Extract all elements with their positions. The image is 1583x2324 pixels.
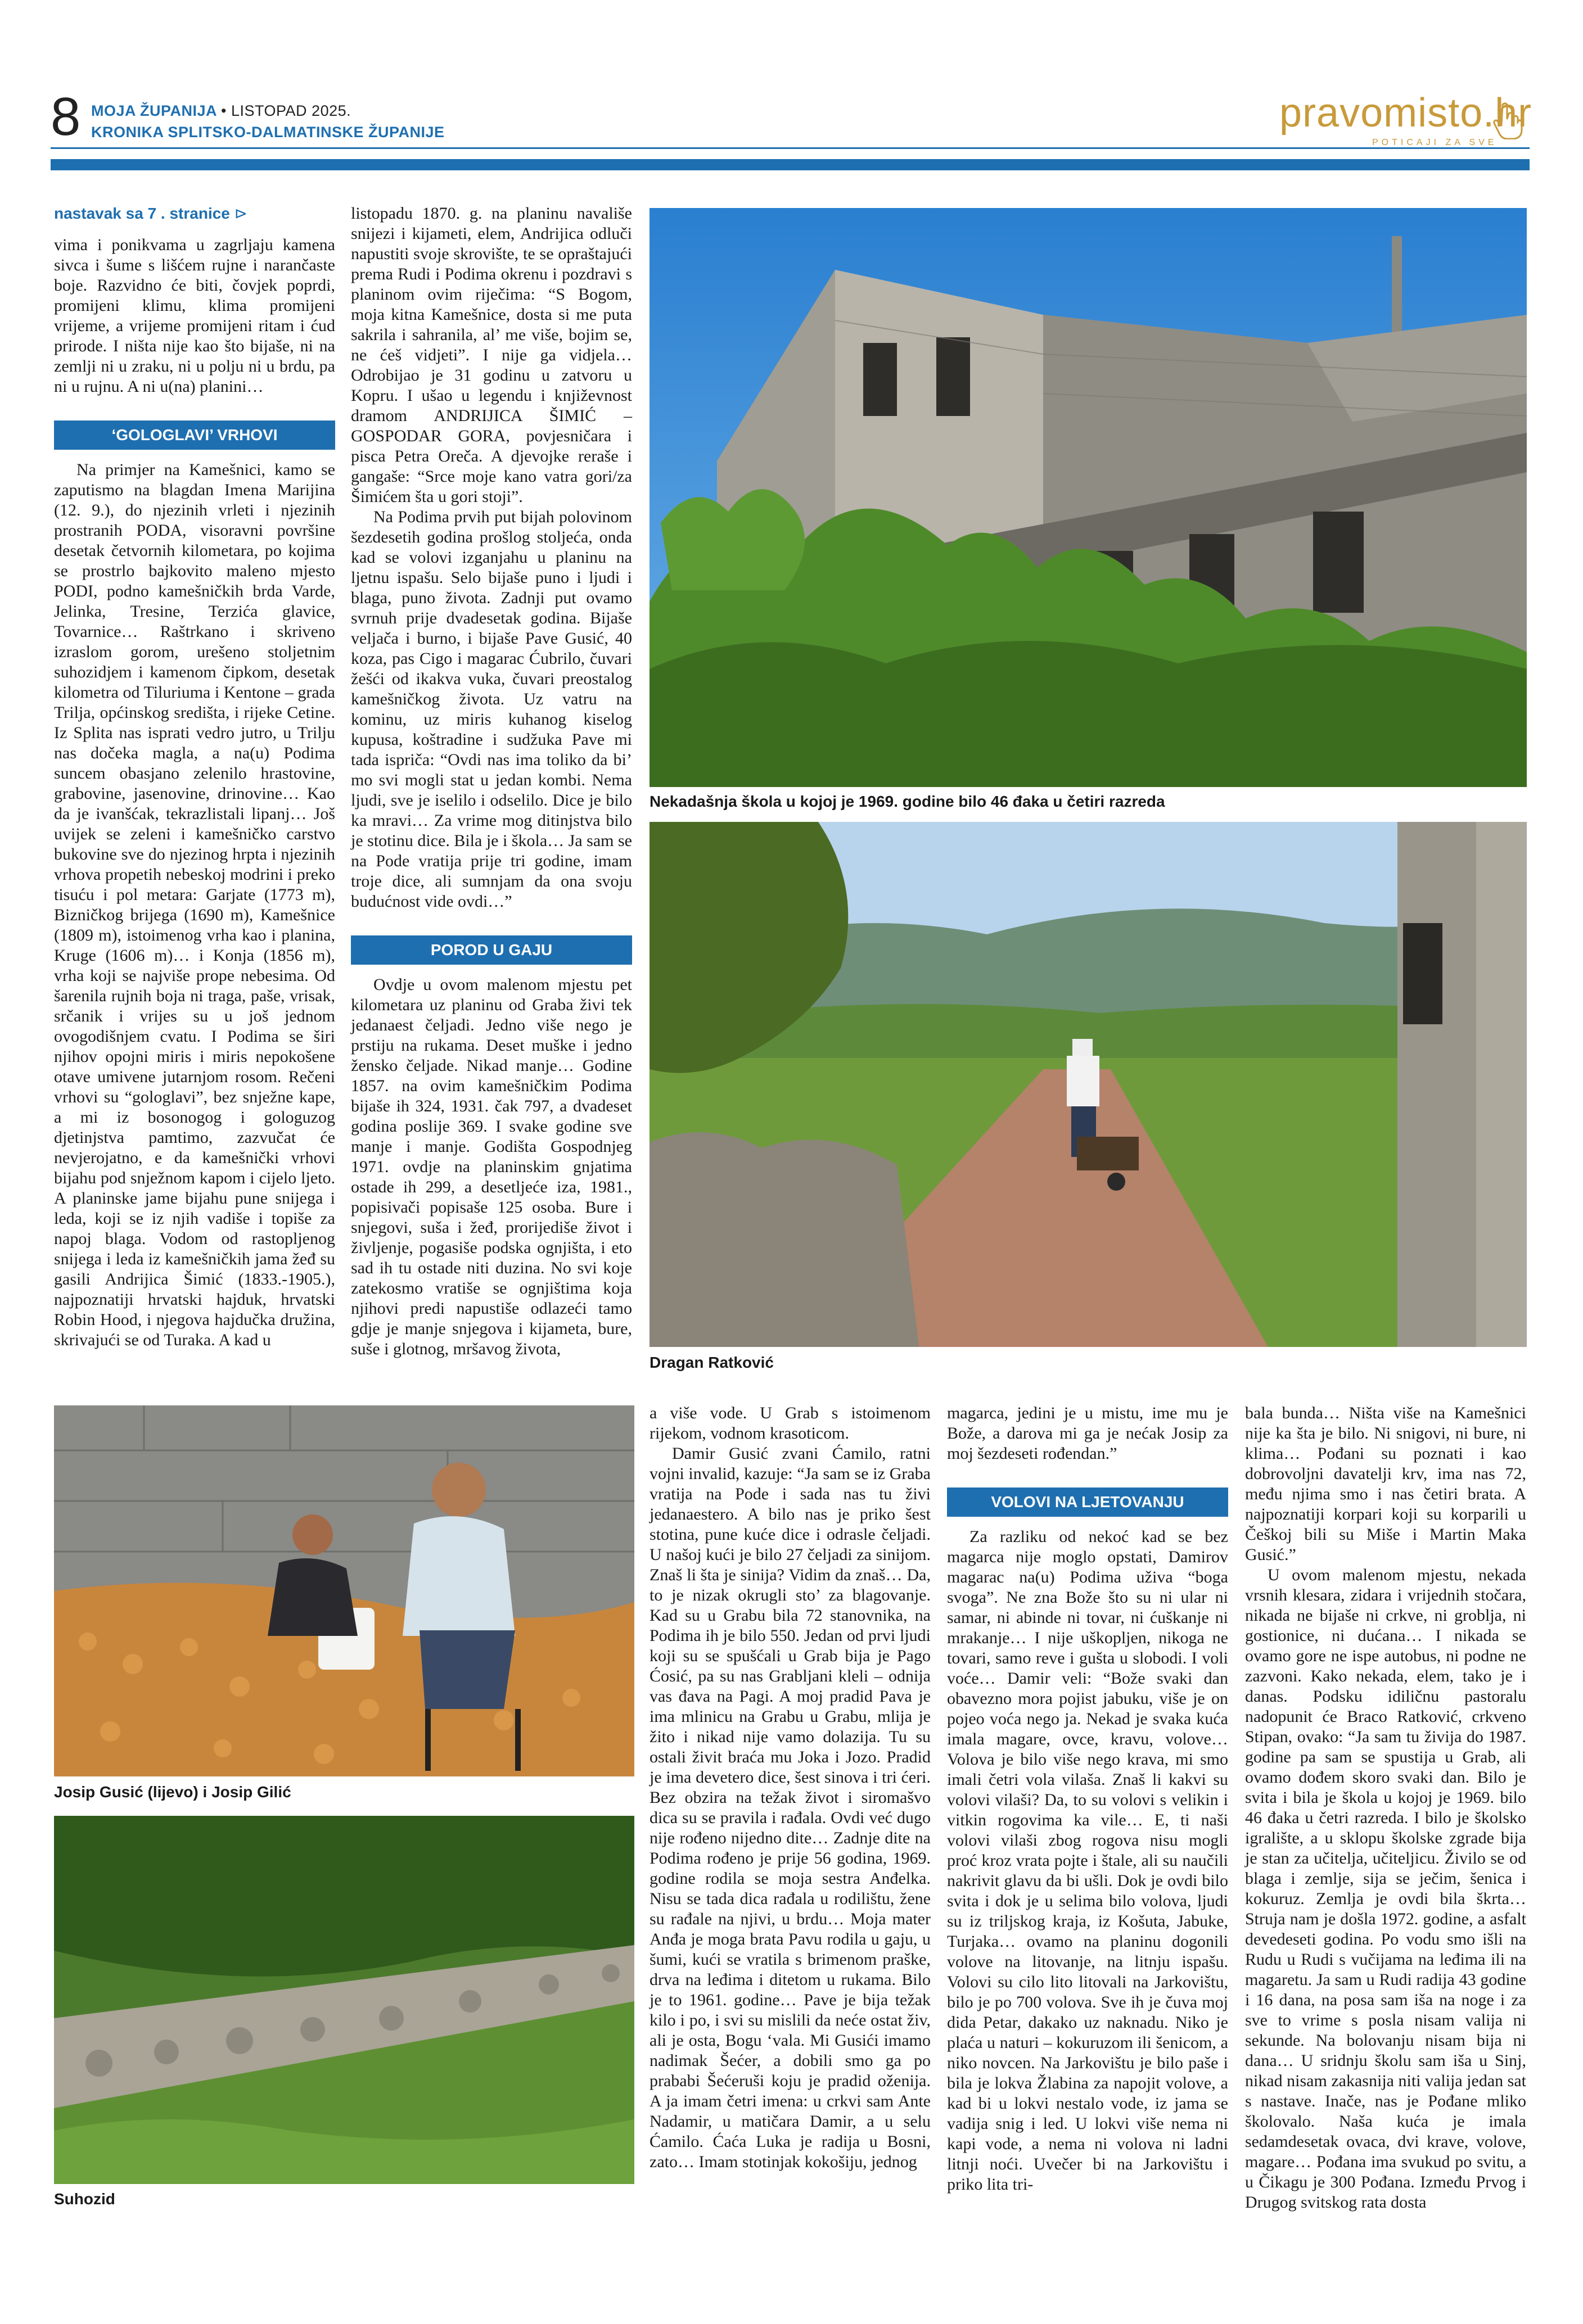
header-rule (51, 147, 1530, 149)
article-paragraph: bala bunda… Ništa više na Kamešnici nije ka šta je bilo. Ni snigovi, ni bure, ni klima… Pođani su poznati i kao dobrovoljni davatelji krv, ima nas 72, među njima smo i nas četiri brata. A najpoznatiji korpari koji su korparili u Češkoj bili su Miše i Martin Maka Gusić.” (1245, 1404, 1526, 1564)
school-photo (650, 208, 1527, 787)
potatoes-photo (54, 1405, 634, 1776)
column-5 (1245, 1403, 1526, 2213)
road-photo (650, 822, 1527, 1347)
subheading: POROD U GAJU (351, 935, 632, 965)
logo-tagline: POTICAJI ZA SVE (1372, 138, 1498, 147)
article-paragraph: Za razliku od nekoć kad se bez magarca nije moglo opstati, Damirov magarac na(u) Podima uživa “boga svoga”. Ne zna Bože što su ni ular ni samar, ni abinde ni tovar, ni ćuškanje ni mrakanje… I nije uškopljen, nikoga ne tovari, samo reve i gušta u slobodi. I voli voće… Damir veli: “Bože svaki dan obavezno mora pojist jabuku, više je on pojeo voća nego ja. Nekad je svaka kuća imala magare, ovce, kravu, volove… Volova je bilo više nego krava, mi smo imali četri vola vilaša. Znaš li kakvi su volovi vilaši? Da, to su volovi s velikin i vitkin rogovima ka vile… E, ti naši volovi vilaši zbog rogova nisu mogli proć kroz vrata pojte i štale, ali su naučili nakrivit glavu da bi ušli. Dok je ovdi bilo svita i dok je u selima bilo volova, ljudi su iz triljskog kraja, iz Košuta, Jabuke, Turjaka… ovamo na planinu dogonili volove na litovanje, na litnju ispašu. Volovi su cilo lito litovali na Jarkovištu, bilo je po 700 volova. Sve ih je čuva moj dida Petar, dakako uz naknadu. Niko je plaća u naturi – kokuruzom ili šenicom, a niko novcen. Na Jarkovištu je bilo paše i bila je lokva Žlabina za napojit volove, a kad bi u lokvi nestalo vode, iz jama se vadija snig i led. U lokvi više nema ni kapi vode, a nema ni volova ni ladni litnji noći. Uvečer bi na Jarkovištu i priko lita tri- (947, 1527, 1228, 2194)
subheading: ‘GOLOGLAVI’ VRHOVI (54, 421, 335, 450)
article-paragraph: U ovom malenom mjestu, nekada vrsnih klesara, zidara i vrijednih stočara, nikada ne bijaše ni crkve, ni groblja, ni gostionice, ni dućana… I nikada se ovamo gore ne ispe autobus, ni podne ne zazvoni. Kako nekada, elem, tako je i danas. Podsku idiličnu pastoralu nadopunit će Braco Ratković, crkveno Stipan, ovako: “Ja sam tu živija do 1987. godine pa sam se spustija u Grab, ali ovamo dođem skoro svaki dan. Bilo je svita i bila je škola u kojoj je 1969. bilo 46 đaka u četri razreda. I bilo je školsko igralište, a u sklopu školske zgrade bija je stan za učitelja, učiteljicu. Živilo se od blaga i zemlje, sija se ječim, šenica i kokuruz. Zemlja je ovdi bila škrta… Struja nam je došla 1972. godine, a asfalt devedeseti godina. Po vodu smo išli na Rudu u Rudi s vučijama na leđima ili na magaretu. Ja sam u Rudi radija 43 godine i 16 dana, na posa sam iša na noge i za sve to vrime s posla nisam valija ni sekunde. Na bolovanju nisam bija ni dana… U sridnju školu sam iša u Sinj, nikad nisam zakasnija niti valija jedan sat s nastave. Inače, nas je Pođane mliko školovalo. Naša kuća je imala sedamdesetak ovaca, dvi krave, volove, magare… Pođana ima svukud po svitu, a u Čikagu je 300 Pođana. Između Prvog i Drugog svitskog rata dosta (1245, 1566, 1526, 2212)
site-logo[interactable]: pravomisto.hr (1279, 91, 1532, 135)
section-name: MOJA ŽUPANIJA (91, 102, 217, 119)
article-paragraph: Na primjer na Kamešnici, kamo se zaputismo na blagdan Imena Marijina (12. 9.), do njezinih vrleti i njezinih prostranih PODA, visoravni površine desetak četvornih kilometara, po kojima se prostrlo bajkovito maleno mjesto PODI, podno kamešničkih brda Varde, Jelinka, Tresine, Terzića glavice, Tovarnice… Raštrkano i skriveno izraslom gorom, urešeno stoljetnim suhozidjem i kamenom čipkom, desetak kilometra od Tiluriuma i Kentone – grada Trilja, općinskog središta, i rijeke Cetine. Iz Splita nas isprati vedro jutro, u Trilju nas dočeka magla, a na(u) Podima suncem obasjano zelenilo hrastovine, grabovine, jasenovine, drinovine… Kao da je ivanšćak, tekrazlistali lipanj… Još uvijek se zeleni i kamešničko carstvo bukovine sve do njezinog hrpta i njezinih vrhova propetih nebeskoj modrini i preko tisuću i pol metara: Garjate (1773 m), Bizničkog brijega (1690 m), Kamešnice (1809 m), istoimenog vrha kao i planina, Kruge (1606 m)… i Konja (1856 m), vrha koji se najviše prope nebesima. Od šarenila rujnih boja ni traga, paše, vrisak, srčanik i vrijes su u još jednom ovogodišnjem cvatu. I Podima se širi njihov opojni miris i miris nepokošene otave umivene jutarnjom rosom. Rečeni vrhovi su “gologlavi”, bez snježne kape, a mi iz bosonogog i gologuzog djetinjstva pamtimo, zazvučat će nevjerojatno, e da kamešnički vrhovi bijahu pod snježnom kapom i cijelo ljeto. A planinske jame bijahu pune snijega i leda, koji se iz njih vadiše i topiše za napoj blaga. Vodom od rastopljenog snijega i leda iz kamešničkih jama žeđ su gasili Andrijica Šimić (1833.-1905.), najpoznatiji hrvatski hajduk, hrvatski Robin Hood, i njegova hajdučka družina, skrivajući se od Turaka. A kad u (54, 460, 335, 1349)
pointing-hand-icon (1490, 100, 1524, 139)
section-subtitle: KRONIKA SPLITSKO-DALMATINSKE ŽUPANIJE (91, 124, 445, 141)
article-paragraph: Damir Gusić zvani Ćamilo, ratni vojni invalid, kazuje: “Ja sam se iz Graba vratija na Pode i sada nas tu živi jedanaestero. A bilo nas je priko šest stotina, pune kuće dice i odrasle čeljadi. U našoj kući je bilo 27 čeljadi za sinijom. Znaš li šta je sinija? Vidim da znaš… Da, to je nizak okrugli sto’ za blagovanje. Kad su u Grabu bila 72 stanovnika, na Podima ih je bilo 550. Jedan od prvi ljudi koji su se spušćali u Grab bija je Pago Ćosić, pa su nas Grabljani kleli – odnija vas đava na Pagi. A moj pradid Pava je ima mlinicu na Grabu u Grabu, mlija je žito i nikad nije vamo dolazija. Tu su ostali živit braća mu Joka i Jozo. Pradid je ima devetero dice, šest sinova i tri ćeri. Bez obzira na težak život i siromašvo dica su se pravila i rađala. Ovdi već dugo nije rođeno nijedno dite… Zadnje dite na Podima rođeno je prije 56 godina, 1969. godine rodila se moja sestra Anđelka. Nisu se tada dica rađala u rodilištu, žene su rađale na njivi, u brdu… Moja mater Anđa je moga brata Pavu rodila u gaju, u šumi, kući se vratila s brimenom praške, drva na leđima i ditetom u rukama. Bilo je to 1961. godine… Pave je bija težak kilo i po, i svi su mislili da neće ostat živ, ali je osta, Bogu ‘vala. Mi Gusići imamo nadimak Šećer, a dobili smo ga po prababi Šećeruši koju je pradid oženija. A ja imam četri imena: u crkvi sam Ante Nadamir, u matičara Damir, a u selu Ćamilo. Ćaća Luka je radija u Bosni, zato… Imam stotinjak kokošiju, jednog (650, 1444, 931, 2171)
section-title: MOJA ŽUPANIJA • LISTOPAD 2025. (91, 102, 351, 119)
issue-date: LISTOPAD 2025. (231, 102, 351, 119)
potatoes-caption: Josip Gusić (lijevo) i Josip Gilić (54, 1783, 291, 1801)
article-paragraph: vima i ponikvama u zagrljaju kamena sivca i šume s lišćem rujne i narančaste boje. Razvidno će biti, čovjek poprdi, promijeni klimu, klima promijeni vrijeme, a vrijeme promijeni ritam i ćud prirode. I ništa nije kao što bijaše, ni na zemlji ni u zraku, ni u polju ni u brdu, pa ni u rujnu. A ni u(na) planini… (54, 236, 335, 396)
column-1 (54, 204, 335, 1350)
column-2 (351, 204, 632, 1359)
article-paragraph: listopadu 1870. g. na planinu navališe snijezi i kijameti, elem, Andrijica odluči napustiti svoje skrovište, te se opraštajući prema Rudi i Podima okrenu i pozdravi s planinom ovim riječima: “S Bogom, moja kitna Kamešnice, dosta si me puta sakrila i sahranila, al’ me više, bojim se, ne ćeš vidjeti”. I nije ga vidjela… Odrobijao je 31 godinu u zatvoru u Kopru. I ušao u legendu i književnost dramom ANDRIJICA ŠIMIĆ – GOSPODAR GORA, povjesničara i pisca Petra Oreča. A djevojke reraše i gangaše: “Srce moje kano vatra gori/za Šimićem šta u gori stoji”. (351, 204, 632, 506)
column-4 (947, 1403, 1228, 2195)
article-paragraph: magarca, jedini je u mistu, ime mu je Bože, a darova mi ga je nećak Josip za moj šezdeseti rođendan.” (947, 1404, 1228, 1463)
wall-photo (54, 1816, 634, 2184)
school-caption: Nekadašnja škola u kojoj je 1969. godine bilo 46 đaka u četiri razreda (650, 793, 1165, 810)
column-3 (650, 1403, 931, 2172)
article-paragraph: Na Podima prvih put bijah polovinom šezdesetih godina prošlog stoljeća, onda kad se volovi izganjahu u planinu na ljetnu ispašu. Selo bijaše puno i ljudi i blaga, puno života. Zadnji put ovamo svrnuh prije dvadesetak godina. Bijaše veljača i burno, i bijaše Pave Gusić, 40 koza, pas Cigo i magarac Ćubrilo, čuvari žešći od ikakva vuka, čuvari preostalog kamešničkog života. Uz vatru na kominu, uz miris kuhanog kiselog kupusa, koštradine i sudžuka Pave mi tada ispriča: “Ovdi nas ima toliko da bi’ mo svi mogli stat u jedan kombi. Nema ljudi, sve je iselilo i odselilo. Dice je bilo ka mravi… Za vrime mog ditinjstva bilo je stotinu dice. Bila je i škola… Ja sam se na Pode vratija prije tri godine, imam troje dice, ali sumnjam da ona svoju budućnost vide ovdi…” (351, 508, 632, 911)
continuation-note: nastavak sa 7 . stranice ⊳ (54, 205, 248, 222)
subheading: VOLOVI NA LJETOVANJU (947, 1487, 1228, 1517)
article-paragraph: Ovdje u ovom malenom mjestu pet kilometara uz planinu od Graba živi tek jedanaest čeljadi. Jedno više nego je prstiju na rukama. Deset muške i jedno žensko čeljade. Nikad manje… Godine 1857. na ovim kamešničkim Podima bijaše ih 324, 1931. čak 797, a dvadeset godina poslije 369. I svake godine sve manje i manje. Godišta Gospodnjeg 1971. ovdje na planinskim gnjatima ostade ih 299, a desetljeće iza, 1981., popisivači popisaše 125 osoba. Bure i snjegovi, suša i žeđ, prorijediše život i življenje, pogasiše podska ognjišta, i eto sad ih tu ostade niti duzina. No svi koje zatekosmo vratiše se ognjištima koja njihovi predi napustiše odlazeći tamo gdje je manje snjegova i kijameta, bure, suše i glotnog, mršavog života, (351, 975, 632, 1358)
header-band (51, 159, 1530, 170)
wall-caption: Suhozid (54, 2190, 115, 2208)
road-caption: Dragan Ratković (650, 1354, 774, 1371)
article-paragraph: a više vode. U Grab s istoimenom rijekom, vodnom krasoticom. (650, 1404, 931, 1443)
page-number: 8 (51, 87, 81, 147)
